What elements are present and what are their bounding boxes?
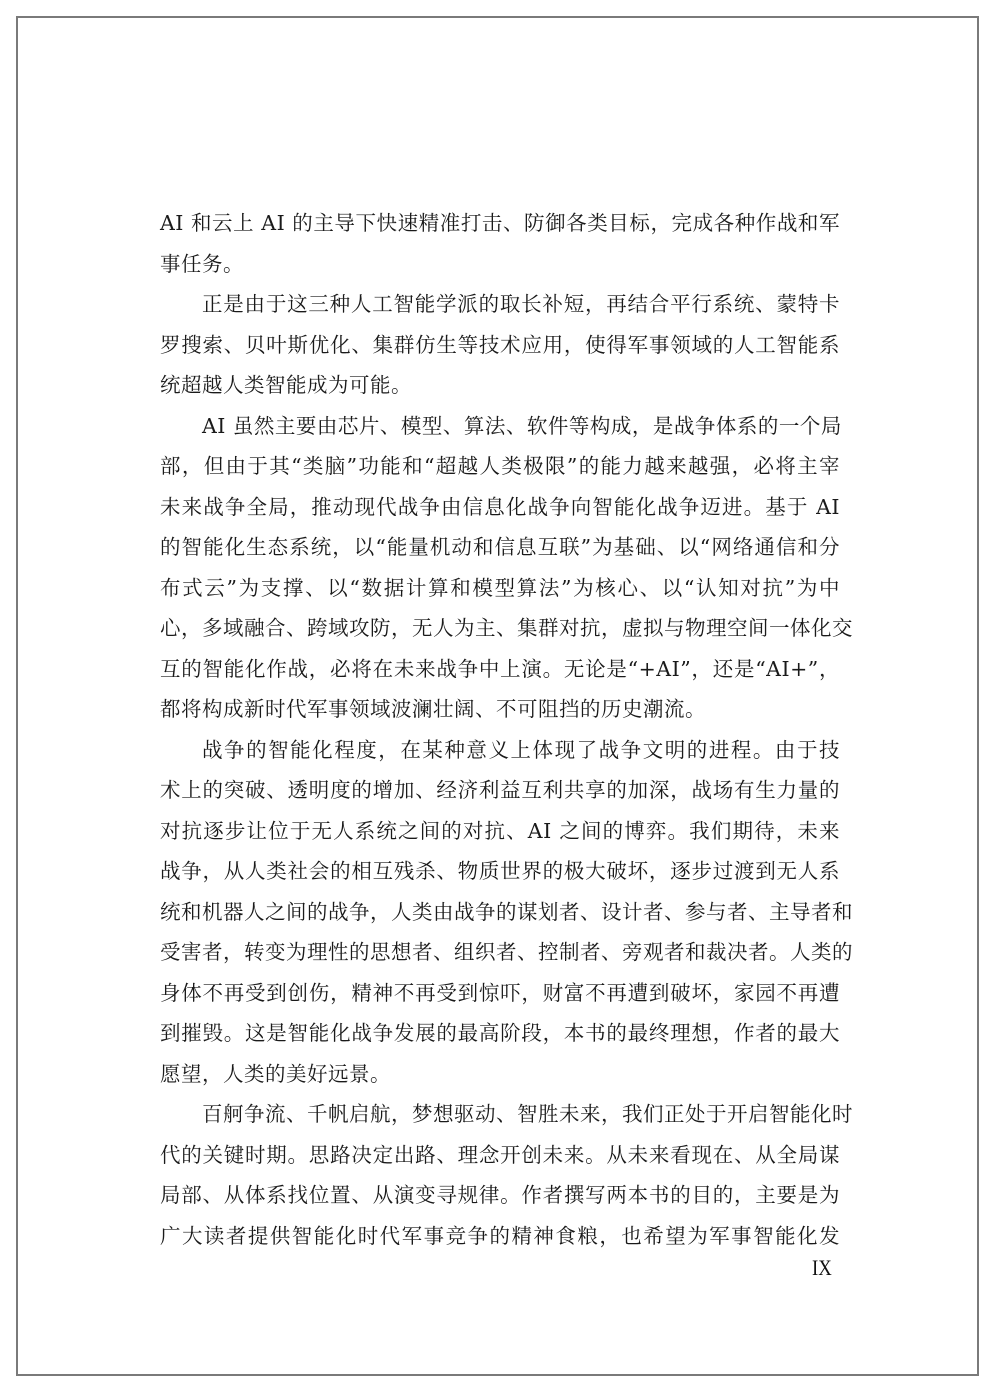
text-line: 代的关键时期。思路决定出路、理念开创未来。从未来看现在、从全局谋 xyxy=(160,1142,840,1167)
text-line: 局部、从体系找位置、从演变寻规律。作者撰写两本书的目的，主要是为 xyxy=(160,1183,840,1207)
body-text xyxy=(160,203,853,1256)
paragraph-3 xyxy=(160,406,853,730)
text-line: 对抗逐步让位于无人系统之间的对抗、AI 之间的博弈。我们期待，未来 xyxy=(160,818,840,843)
text-line: 统超越人类智能成为可能。 xyxy=(160,373,412,397)
text-line: 事任务。 xyxy=(160,251,244,276)
text-line: 术上的突破、透明度的增加、经济利益互利共享的加深，战场有生力量的 xyxy=(160,778,840,802)
text-line: 愿望，人类的美好远景。 xyxy=(160,1061,391,1086)
paragraph-2 xyxy=(160,284,840,406)
paragraph-1 xyxy=(160,203,840,284)
text-line: AI 虽然主要由芯片、模型、算法、软件等构成，是战争体系的一个局 xyxy=(202,413,842,438)
text-line: 统和机器人之间的战争，人类由战争的谋划者、设计者、参与者、主导者和 xyxy=(160,899,853,924)
text-line: 罗搜索、贝叶斯优化、集群仿生等技术应用，使得军事领域的人工智能系 xyxy=(160,332,840,357)
text-line: 布式云”为支撑、以“数据计算和模型算法”为核心、以“认知对抗”为中 xyxy=(160,575,840,600)
paragraph-5 xyxy=(160,1094,853,1256)
text-line: 部，但由于其“类脑”功能和“超越人类极限”的能力越来越强，必将主宰 xyxy=(160,454,840,478)
text-line: 广大读者提供智能化时代军事竞争的精神食粮，也希望为军事智能化发 xyxy=(160,1223,840,1248)
paragraph-4 xyxy=(160,730,853,1095)
text-line: 都将构成新时代军事领域波澜壮阔、不可阻挡的历史潮流。 xyxy=(160,697,706,721)
text-line: 心，多域融合、跨域攻防，无人为主、集群对抗，虚拟与物理空间一体化交 xyxy=(160,616,853,640)
text-line: 身体不再受到创伤，精神不再受到惊吓，财富不再遭到破坏，家园不再遭 xyxy=(160,980,840,1005)
text-line: AI 和云上 AI 的主导下快速精准打击、防御各类目标，完成各种作战和军 xyxy=(160,211,840,235)
text-line: 受害者，转变为理性的思想者、组织者、控制者、旁观者和裁决者。人类的 xyxy=(160,940,853,964)
text-line: 战争的智能化程度，在某种意义上体现了战争文明的进程。由于技 xyxy=(202,737,840,762)
text-line: 正是由于这三种人工智能学派的取长补短，再结合平行系统、蒙特卡 xyxy=(202,292,840,316)
text-line: 到摧毁。这是智能化战争发展的最高阶段，本书的最终理想，作者的最大 xyxy=(160,1021,840,1045)
text-line: 互的智能化作战，必将在未来战争中上演。无论是“+AI”，还是“AI+”， xyxy=(160,656,840,681)
text-line: 战争，从人类社会的相互残杀、物质世界的极大破坏，逐步过渡到无人系 xyxy=(160,859,840,883)
text-line: 百舸争流、千帆启航，梦想驱动、智胜未来，我们正处于开启智能化时 xyxy=(202,1102,853,1126)
text-line: 的智能化生态系统，以“能量机动和信息互联”为基础、以“网络通信和分 xyxy=(160,535,840,559)
text-line: 未来战争全局，推动现代战争由信息化战争向智能化战争迈进。基于 AI xyxy=(160,494,840,519)
page-number: IX xyxy=(812,1255,832,1280)
